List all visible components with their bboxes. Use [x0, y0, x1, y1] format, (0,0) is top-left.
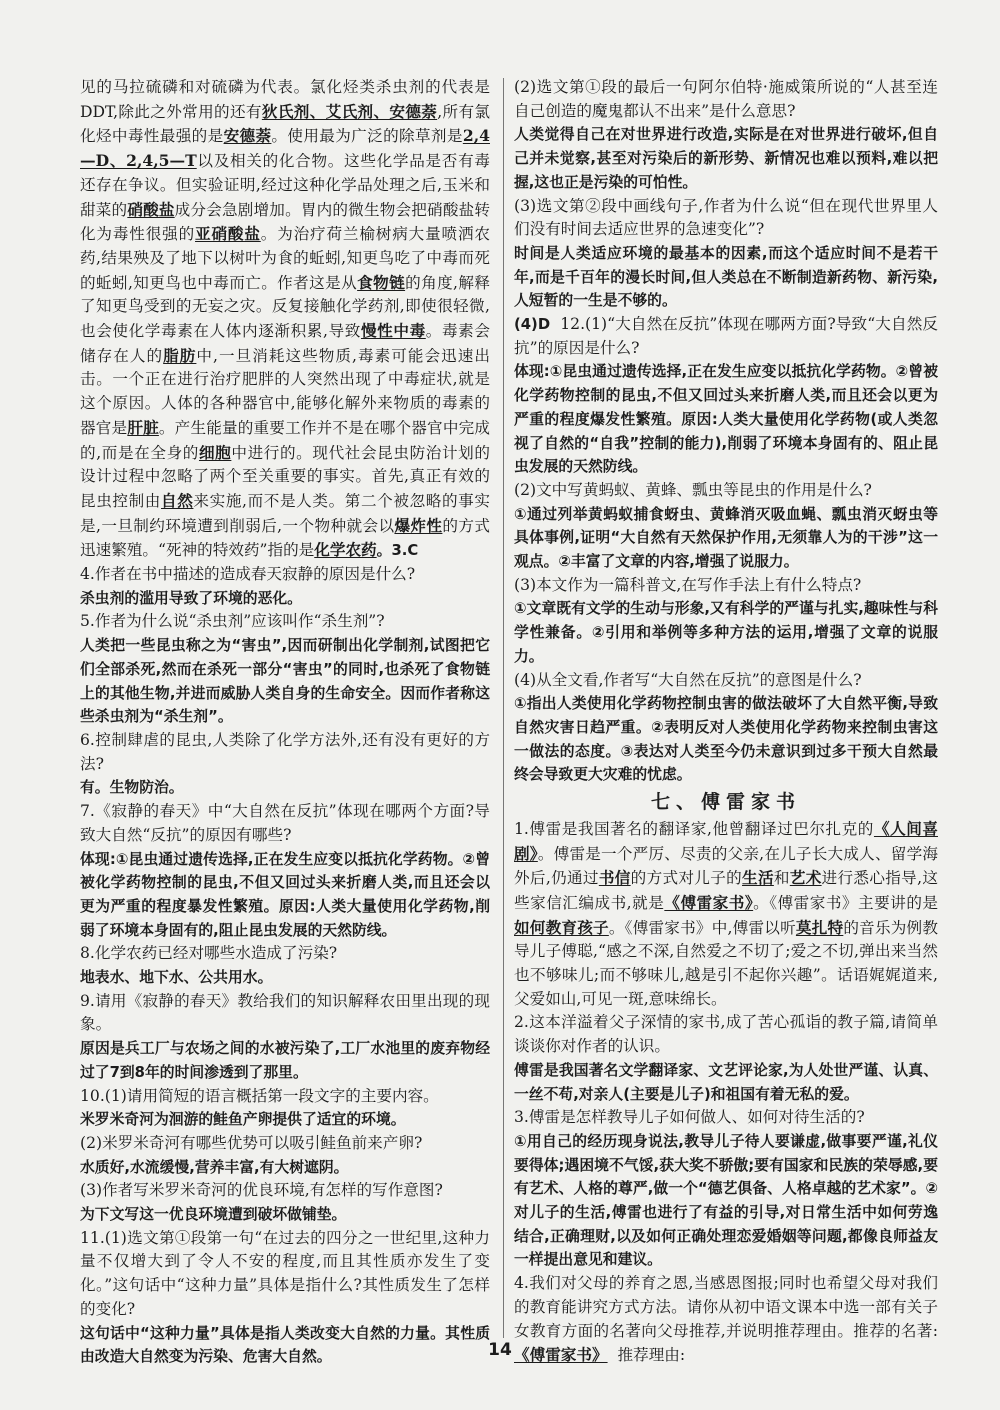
text: 1.傅雷是我国著名的翻译家,他曾翻译过巴尔扎克的	[514, 819, 874, 838]
answer-4: 杀虫剂的滥用导致了环境的恶化。	[80, 589, 302, 607]
answer-12-2: ①通过列举黄蚂蚁捕食蚜虫、黄蜂消灭吸血蝇、瓢虫消灭蚜虫等具体事例,证明“大自然有天然保护作用,无须靠人为的干涉”这一观点。②丰富了文章的内容,增强了说服力。	[514, 505, 938, 571]
answer-12-3: ①文章既有文学的生动与形象,又有科学的严谨与扎实,趣味性与科学性兼备。②引用和举例等多种方法的运用,增强了文章的说服力。	[514, 600, 938, 665]
answer-text: 。3.C	[376, 542, 419, 560]
intro-paragraph	[80, 76, 490, 563]
text: 中,一旦消耗这些物质,毒素可能会迅速出击。一个正在进行治疗肥胖的人突然出现了中毒症状,就是这个原因。人体的各种器官中,能够化解外来物质的毒素的器官是	[80, 346, 490, 437]
text: 。使用最为广泛的除草剂是	[271, 127, 463, 146]
answer-keyword: 慢性中毒	[360, 321, 426, 341]
answer-keyword: 细胞	[198, 442, 232, 462]
answer-6: 有。生物防治。	[80, 779, 184, 797]
answer-8: 地表水、地下水、公共用水。	[80, 969, 273, 987]
right-column	[514, 76, 938, 1368]
answer-keyword: 亚硝酸盐	[195, 224, 261, 244]
text: 的角度,解释了知更鸟受到的无妄之灾。反复接触化学药剂,即使很轻微,也会使化学毒素在人体内逐渐积累,导致	[80, 273, 490, 341]
text: 推荐理由:	[617, 1346, 686, 1365]
answer-keyword: 如何教育孩子	[514, 917, 609, 937]
text: 和	[773, 869, 790, 888]
text: 。为治疗荷兰榆树病大量喷洒农药,结果殃及了地下以树叶为食的蚯蚓,知更鸟吃了中毒而死的蚯蚓,知更鸟也中毒而亡。作者这是从	[80, 225, 490, 292]
question-5: 5.作者为什么说“杀虫剂”应该叫作“杀生剂”?	[80, 612, 385, 631]
answer-11-3: 时间是人类适应环境的最基本的因素,而这个适应时间不是若干年,而是千百年的漫长时间,但人类总在不断制造新药物、新污染,人短暂的一生是不够的。	[514, 244, 938, 310]
section7-answer-2: 傅雷是我国著名文学翻译家、文艺评论家,为人处世严谨、认真、一丝不苟,对亲人(主要是儿子)和祖国有着无私的爱。	[514, 1061, 938, 1103]
answer-keyword: 脂肪	[163, 345, 197, 365]
answer-7: 体现:①昆虫通过遗传选择,正在发生应变以抵抗化学药物。②曾被化学药物控制的昆虫,不但又回过头来折磨人类,而且还会以更为严重的程度暴发性繁殖。原因:人类大量使用化学药物,削弱了环境本身固有的,阻止昆虫发展的天然防线。	[80, 850, 490, 939]
text: 的方式对儿子的	[630, 869, 743, 888]
answer-keyword: 《傅雷家书》	[664, 892, 754, 912]
question-9: 9.请用《寂静的春天》教给我们的知识解释农田里出现的现象。	[80, 991, 490, 1034]
question-12-3: (3)本文作为一篇科普文,在写作手法上有什么特点?	[514, 575, 862, 594]
answer-12-4: ①指出人类使用化学药物控制虫害的做法破坏了大自然平衡,导致自然灾害日趋严重。②表明反对人类使用化学药物来控制虫害这一做法的态度。③表达对人类至今仍未意识到过多干预大自然最终会导致更大灾难的忧虑。	[514, 695, 938, 784]
text: 。傅雷是一个严厉、尽责的父亲,在儿子长大成人、留学海外后,仍通过	[514, 844, 938, 888]
answer-keyword: 艺术	[789, 868, 822, 888]
question-8: 8.化学农药已经对哪些水造成了污染?	[80, 944, 338, 963]
answer-keyword: 《人间喜剧》	[514, 818, 938, 863]
answer-keyword: 生活	[742, 868, 774, 888]
text: 。《傅雷家书》中,傅雷以听	[608, 918, 796, 937]
answer-12-1: 体现:①昆虫通过遗传选择,正在发生应变以抵抗化学药物。②曾被化学药物控制的昆虫,不但又回过头来折磨人类,而且还会以更为严重的程度爆发性繁殖。原因:人类大量使用化学药物(或人类忽视了自然的“自我”控制的能力),削弱了环境本身固有的、阻止昆虫发展的天然防线。	[514, 363, 938, 476]
question-11-2: (2)选文第①段的最后一句阿尔伯特·施威策所说的“人甚至连自己创造的魔鬼都认不出来”是什么意思?	[514, 78, 938, 120]
answer-11-2: 人类觉得自己在对世界进行改造,实际是在对世界进行破坏,但自己并未觉察,甚至对污染后的新形势、新情况也难以预料,难以把握,这也正是污染的可怕性。	[514, 126, 938, 191]
answer-10-3: 为下文写这一优良环境遭到破坏做铺垫。	[80, 1206, 347, 1224]
answer-11-4: (4)D	[514, 316, 551, 334]
answer-keyword: 书信	[598, 868, 631, 888]
answer-keyword: 自然	[161, 490, 194, 510]
question-11-3: (3)选文第②段中画线句子,作者为什么说“但在现代世界里人们没有时间去适应世界的急速变化”?	[514, 196, 938, 239]
text: 中进行的。现代社会昆虫防治计划的设计过程中忽略了两个至关重要的事实。首先,真正有效的昆虫控制由	[80, 443, 490, 510]
text: 。毒素会储存在人的	[80, 322, 490, 365]
text: 成分会急剧增加。胃内的微生物会把硝酸盐转化为毒性很强的	[80, 200, 490, 244]
text: 以及相关的化合物。这些化学品是否有毒还存在争议。但实验证明,经过这种化学品处理之后,玉米和甜菜的	[80, 152, 490, 219]
answer-keyword: 狄氏剂、艾氏剂、安德萘	[261, 101, 438, 121]
question-7: 7.《寂静的春天》中“大自然在反抗”体现在哪两个方面?导致大自然“反抗”的原因有哪些?	[80, 802, 490, 844]
answer-keyword: 肝脏	[127, 417, 159, 437]
answer-9: 原因是兵工厂与农场之间的水被污染了,工厂水池里的废弃物经过了7到8年的时间渗透到了那里。	[80, 1040, 490, 1081]
text: 的方式迅速繁殖。“死神的特效药”指的是	[80, 516, 490, 560]
text: 见的马拉硫磷和对硫磷为代表。氯化烃类杀虫剂的代表是DDT,除此之外常用的还有	[80, 78, 490, 121]
answer-5: 人类把一些昆虫称之为“害虫”,因而研制出化学制剂,试图把它们全部杀死,然而在杀死一部分“害虫”的同时,也杀死了食物链上的其他生物,并进而威胁人类自身的生命安全。因而作者称这些杀虫剂为“杀生剂”。	[80, 637, 490, 726]
page-number: 14	[488, 1340, 512, 1360]
text: 4.我们对父母的养育之恩,当感恩图报;同时也希望父母对我们的教育能讲究方式方法。请你从初中语文课本中选一部有关子女教育方面的名著向父母推荐,并说明推荐理由。推荐的名著:	[514, 1274, 938, 1340]
answer-keyword: 安德萘	[223, 126, 272, 146]
answer-keyword: 爆炸性	[394, 515, 443, 535]
column-divider	[503, 78, 504, 1338]
text: 来实施,而不是人类。第二个被忽略的事实是,一旦制约环境遭到削弱后,一个物种就会以	[80, 491, 490, 535]
section7-question-2: 2.这本洋溢着父子深情的家书,成了苦心孤诣的教子篇,请简单谈谈你对作者的认识。	[514, 1013, 938, 1056]
text: 。产生能量的重要工作并不是在哪个器官中完成的,而是在全身的	[80, 418, 490, 462]
question-11-1: 11.(1)选文第①段第一句“在过去的四分之一世纪里,这种力量不仅增大到了令人不安的程度,而且其性质亦发生了变化。”这句话中“这种力量”具体是指什么?其性质发生了怎样的变化?	[80, 1228, 490, 1318]
text: 的音乐为例教导儿子傅聪,“感之不深,自然爱之不切了;爱之不切,弹出来当然也不够味儿;而不够味儿,越是引不起你兴趣”。话语娓娓道来,父爱如山,可见一斑,意味绵长。	[514, 918, 938, 1008]
text: ,所有氯化烃中毒性最强的是	[80, 102, 490, 146]
question-10-3: (3)作者写米罗米奇河的优良环境,有怎样的写作意图?	[80, 1181, 443, 1200]
question-4: 4.作者在书中描述的造成春天寂静的原因是什么?	[80, 565, 416, 584]
question-12-2: (2)文中写黄蚂蚁、黄蜂、瓢虫等昆虫的作用是什么?	[514, 480, 872, 499]
section-title: 七、傅雷家书	[650, 791, 801, 814]
answer-10-2: 水质好,水流缓慢,营养丰富,有大树遮阴。	[80, 1158, 349, 1176]
left-column	[80, 76, 490, 1369]
answer-keyword: 莫扎特	[795, 917, 844, 937]
question-12-1: 12.(1)“大自然在反抗”体现在哪两方面?导致“大自然反抗”的原因是什么?	[514, 315, 938, 357]
text: 。《傅雷家书》主要讲的是	[753, 893, 939, 912]
section7-answer-3: ①用自己的经历现身说法,教导儿子待人要谦虚,做事要严谨,礼仪要得体;遇困境不气馁,获大奖不骄傲;要有国家和民族的荣辱感,要有艺术、人格的尊严,做一个“德艺俱备、人格卓越的艺术家”。②对儿子的生活,傅雷也进行了有益的引导,对日常生活中如何劳逸结合,正确理财,以及如何正确处理恋爱婚姻等问题,都像良师益友一样提出意见和建议。	[514, 1132, 938, 1269]
answer-10-1: 米罗米奇河为洄游的鲑鱼产卵提供了适宜的环境。	[80, 1111, 406, 1129]
section7-question-3: 3.傅雷是怎样教导儿子如何做人、如何对待生活的?	[514, 1108, 865, 1127]
question-12-4: (4)从全文看,作者写“大自然在反抗”的意图是什么?	[514, 670, 862, 689]
answer-keyword: 硝酸盐	[127, 199, 175, 219]
answer-keyword: 食物链	[357, 272, 406, 292]
question-10-2: (2)米罗米奇河有哪些优势可以吸引鲑鱼前来产卵?	[80, 1133, 423, 1152]
question-10-1: 10.(1)请用简短的语言概括第一段文字的主要内容。	[80, 1086, 439, 1105]
answer-11-1: 这句话中“这种力量”具体是指人类改变大自然的力量。其性质由改造大自然变为污染、危害大自然。	[80, 1324, 490, 1366]
answer-keyword: 2,4—D、2,4,5—T	[80, 126, 490, 171]
answer-keyword: 《傅雷家书》	[514, 1345, 608, 1365]
question-6: 6.控制肆虐的昆虫,人类除了化学方法外,还有没有更好的方法?	[80, 730, 490, 773]
text: 进行悉心指导,这些家信汇编成书,就是	[514, 869, 938, 912]
question-11-4-and-12-1	[514, 313, 938, 360]
answer-keyword: 化学农药	[314, 540, 377, 560]
section7-question-1	[514, 817, 938, 1012]
